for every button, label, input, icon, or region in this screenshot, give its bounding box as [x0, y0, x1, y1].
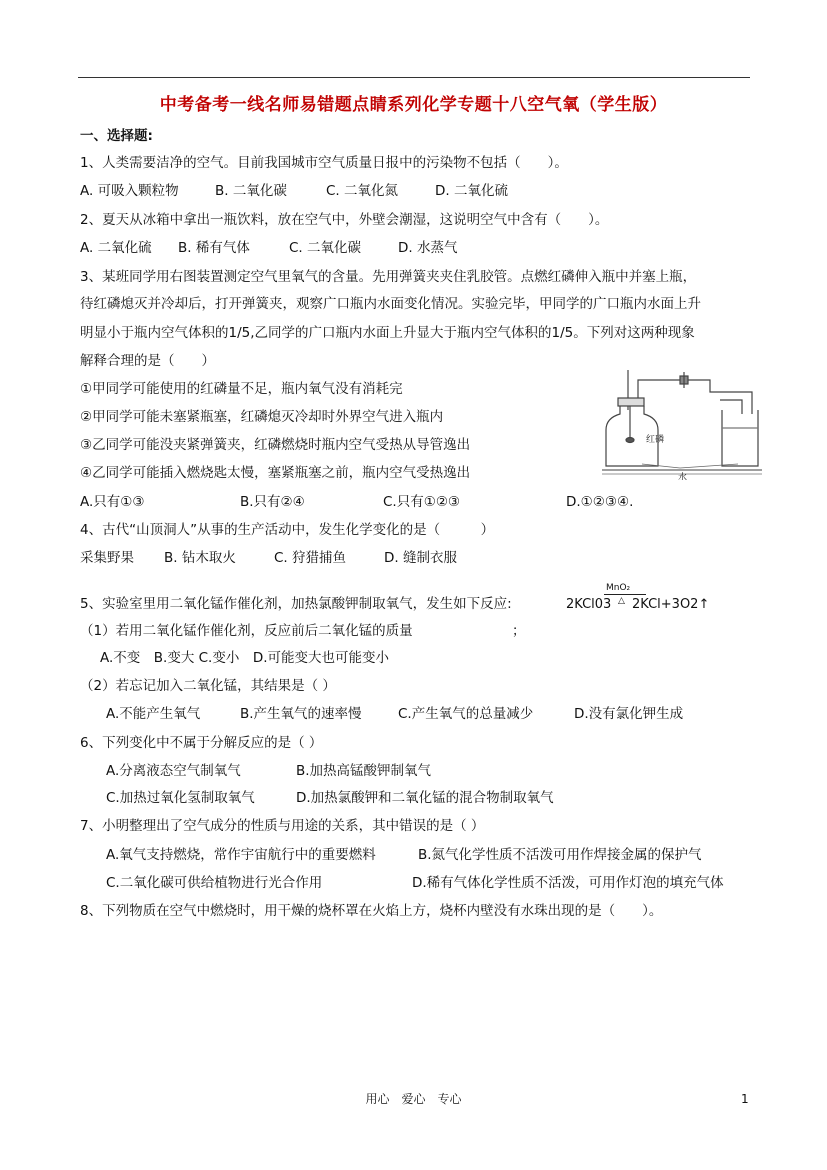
- equation-catalyst: MnO₂: [606, 583, 631, 593]
- page-footer: 用心 爱心 专心: [365, 1092, 462, 1106]
- q6-option-b: B.加热高锰酸钾制氧气: [296, 763, 432, 779]
- q2-option-a: A. 二氧化硫: [80, 240, 152, 256]
- equation-heat-symbol: △: [618, 596, 625, 606]
- header-rule: [78, 77, 750, 78]
- q6-option-c: C.加热过氧化氢制取氧气: [106, 790, 255, 806]
- q5-sub2: （2）若忘记加入二氧化锰，其结果是（ ）: [80, 678, 336, 694]
- q2-option-c: C. 二氧化碳: [289, 240, 362, 256]
- q3-option-c: C.只有①②③: [383, 494, 461, 510]
- q4-option-d: D. 缝制衣服: [384, 550, 457, 566]
- q1-option-d: D. 二氧化硫: [435, 183, 508, 199]
- q5-sub2-option-a: A.不能产生氧气: [106, 706, 201, 722]
- q2-stem: 2、夏天从冰箱中拿出一瓶饮料，放在空气中，外壁会潮湿，这说明空气中含有（ ）。: [80, 212, 609, 228]
- q7-option-d: D.稀有气体化学性质不活泼，可用作灯泡的填充气体: [412, 875, 724, 891]
- q7-option-b: B.氮气化学性质不活泼可用作焊接金属的保护气: [418, 847, 702, 863]
- q5-sub1-end: ；: [512, 623, 526, 639]
- document-title: 中考备考一线名师易错题点睛系列化学专题十八空气氧（学生版）: [159, 95, 668, 115]
- q1-option-a: A. 可吸入颗粒物: [80, 183, 179, 199]
- equation-arrow-line: [604, 594, 646, 595]
- q7-option-a: A.氧气支持燃烧，常作宇宙航行中的重要燃料: [106, 847, 376, 863]
- q1-stem: 1、人类需要洁净的空气。目前我国城市空气质量日报中的污染物不包括（ ）。: [80, 155, 568, 171]
- q3-line-3: 明显小于瓶内空气体积的1/5,乙同学的广口瓶内水面上升显大于瓶内空气体积的1/5。下列对这两种现象: [80, 325, 695, 341]
- q5-sub2-option-d: D.没有氯化钾生成: [574, 706, 684, 722]
- q4-option-c: C. 狩猎捕鱼: [274, 550, 347, 566]
- water-label: 水: [678, 473, 688, 480]
- q3-statement-1: ①甲同学可能使用的红磷量不足，瓶内氧气没有消耗完: [80, 381, 403, 397]
- q4-option-a: 采集野果: [80, 550, 134, 566]
- q6-option-d: D.加热氯酸钾和二氧化锰的混合物制取氧气: [296, 790, 554, 806]
- equation-products: 2KCl+3O2↑: [632, 597, 710, 612]
- q3-option-d: D.①②③④.: [566, 494, 634, 510]
- q6-option-a: A.分离液态空气制氧气: [106, 763, 241, 779]
- q1-option-b: B. 二氧化碳: [215, 183, 287, 199]
- q5-sub2-option-c: C.产生氧气的总量减少: [398, 706, 534, 722]
- reaction-equation: [566, 583, 710, 626]
- q3-line-4: 解释合理的是（ ）: [80, 353, 215, 369]
- q3-line-2: 待红磷熄灭并冷却后，打开弹簧夹，观察广口瓶内水面变化情况。实验完毕，甲同学的广口瓶内水面上升: [80, 296, 701, 312]
- q5-sub1: （1）若用二氧化锰作催化剂，反应前后二氧化锰的质量: [80, 623, 413, 639]
- q2-option-b: B. 稀有气体: [178, 240, 250, 256]
- equation-reactant: 2KCl03: [566, 597, 612, 612]
- q2-option-d: D. 水蒸气: [398, 240, 458, 256]
- q3-statement-3: ③乙同学可能没夹紧弹簧夹，红磷燃烧时瓶内空气受热从导管逸出: [80, 437, 471, 453]
- q4-option-b: B. 钻木取火: [164, 550, 236, 566]
- apparatus-figure: [602, 370, 762, 480]
- q3-option-b: B.只有②④: [240, 494, 305, 510]
- q1-option-c: C. 二氧化氮: [326, 183, 399, 199]
- q7-stem: 7、小明整理出了空气成分的性质与用途的关系，其中错误的是（ ）: [80, 818, 485, 834]
- q8-stem: 8、下列物质在空气中燃烧时，用干燥的烧杯罩在火焰上方，烧杯内壁没有水珠出现的是（ ）。: [80, 903, 663, 919]
- q6-stem: 6、下列变化中不属于分解反应的是（ ）: [80, 735, 323, 751]
- q5-stem: 5、实验室里用二氧化锰作催化剂，加热氯酸钾制取氧气，发生如下反应:: [80, 596, 512, 612]
- q5-sub2-option-b: B.产生氧气的速率慢: [240, 706, 362, 722]
- q7-option-c: C.二氧化碳可供给植物进行光合作用: [106, 875, 323, 891]
- red-phosphorus-label: 红磷: [646, 435, 665, 445]
- q3-option-a: A.只有①③: [80, 494, 145, 510]
- q3-line-1: 3、某班同学用右图装置测定空气里氧气的含量。先用弹簧夹夹住乳胶管。点燃红磷伸入瓶中并塞上瓶，: [80, 269, 697, 285]
- q5-sub1-options: A.不变 B.变大 C.变小 D.可能变大也可能变小: [100, 650, 390, 666]
- page-number: 1: [741, 1092, 749, 1106]
- q4-stem: 4、古代“山顶洞人”从事的生产活动中，发生化学变化的是（ ）: [80, 522, 495, 538]
- q3-statement-2: ②甲同学可能未塞紧瓶塞，红磷熄灭冷却时外界空气进入瓶内: [80, 409, 444, 425]
- section-heading: 一、选择题:: [80, 128, 153, 144]
- q3-statement-4: ④乙同学可能插入燃烧匙太慢，塞紧瓶塞之前，瓶内空气受热逸出: [80, 465, 471, 481]
